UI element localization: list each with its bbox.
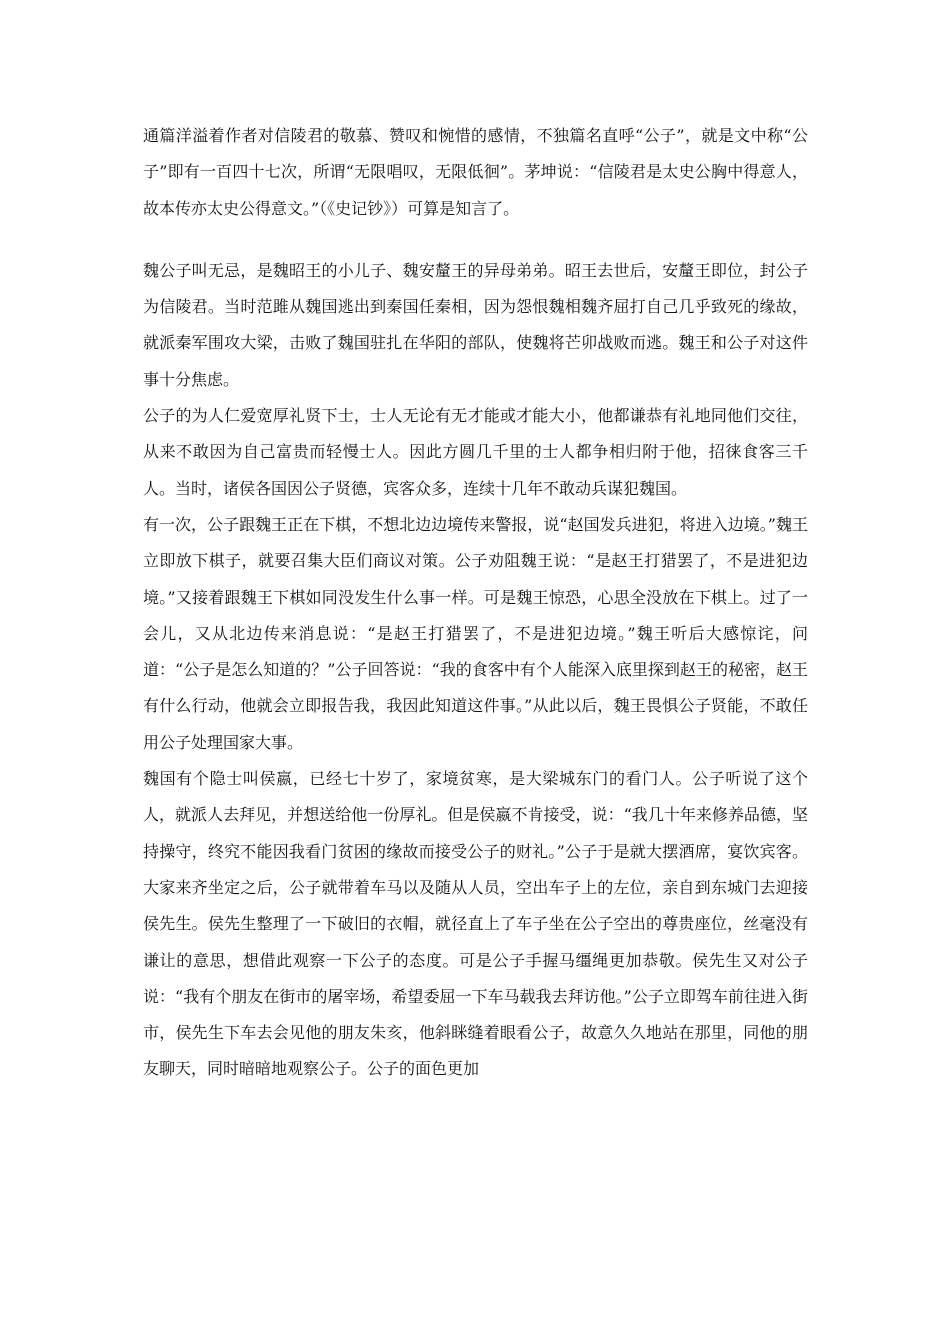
paragraph-hou-ying: 魏国有个隐士叫侯嬴，已经七十岁了，家境贫寒，是大梁城东门的看门人。公子听说了这个人，就派人去拜见，并想送给他一份厚礼。但是侯嬴不肯接受，说：“我几十年来修养品德，坚持操守，终究不能因我看门贫困的缘故而接受公子的财礼。”公子于是就大摆酒席，宴饮宾客。大家来齐坐定之后，公子就带着车马以及随从人员，空出车子上的左位，亲自到东城门去迎接侯先生。侯先生整理了一下破旧的衣帽，就径直上了车子坐在公子空出的尊贵座位，丝毫没有谦让的意思，想借此观察一下公子的态度。可是公子手握马缰绳更加恭敬。侯先生又对公子说：“我有个朋友在街市的屠宰场，希望委屈一下车马载我去拜访他。”公子立即驾车前往进入街市，侯先生下车去会见他的朋友朱亥，他斜眯缝着眼看公子，故意久久地站在那里，同他的朋友聊天，同时暗暗地观察公子。公子的面色更加 xyxy=(143,769,808,1079)
paragraph-chess-episode: 有一次，公子跟魏王正在下棋，不想北边边境传来警报，说“赵国发兵进犯，将进入边境。”魏王立即放下棋子，就要召集大臣们商议对策。公子劝阻魏王说：“是赵王打猎罢了，不是进犯边境。”又接着跟魏王下棋如同没发生什么事一样。可是魏王惊恐，心思全没放在下棋上。过了一会儿，又从北边传来消息说：“是赵王打猎罢了，不是进犯边境。”魏王听后大感惊诧，问道：“公子是怎么知道的？”公子回答说：“我的食客中有个人能深入底里探到赵王的秘密，赵王有什么行动，他就会立即报告我，我因此知道这件事。”从此以后，魏王畏惧公子贤能，不敢任用公子处理国家大事。 xyxy=(143,514,808,752)
paragraph-character: 公子的为人仁爱宽厚礼贤下士，士人无论有无才能或才能大小，他都谦恭有礼地同他们交往，从来不敢因为自己富贵而轻慢士人。因此方圆几千里的士人都争相归附于他，招徕食客三千人。当时，诸侯各国因公子贤德，宾客众多，连续十几年不敢动兵谋犯魏国。 xyxy=(143,406,808,498)
document-page xyxy=(143,118,808,1088)
paragraph-introduction: 魏公子叫无忌，是魏昭王的小儿子、魏安釐王的异母弟弟。昭王去世后，安釐王即位，封公子为信陵君。当时范雎从魏国逃出到秦国任秦相，因为怨恨魏相魏齐屈打自己几乎致死的缘故，就派秦军围攻大梁，击败了魏国驻扎在华阳的部队，使魏将芒卯战败而逃。魏王和公子对这件事十分焦虑。 xyxy=(143,260,808,389)
paragraph-gap xyxy=(143,227,808,253)
paragraph-commentary: 通篇洋溢着作者对信陵君的敬慕、赞叹和惋惜的感情，不独篇名直呼“公子”，就是文中称“公子”即有一百四十七次，所谓“无限唱叹，无限低徊”。茅坤说：“信陵君是太史公胸中得意人，故本传亦太史公得意文。”（《史记钞》）可算是知言了。 xyxy=(143,126,808,218)
